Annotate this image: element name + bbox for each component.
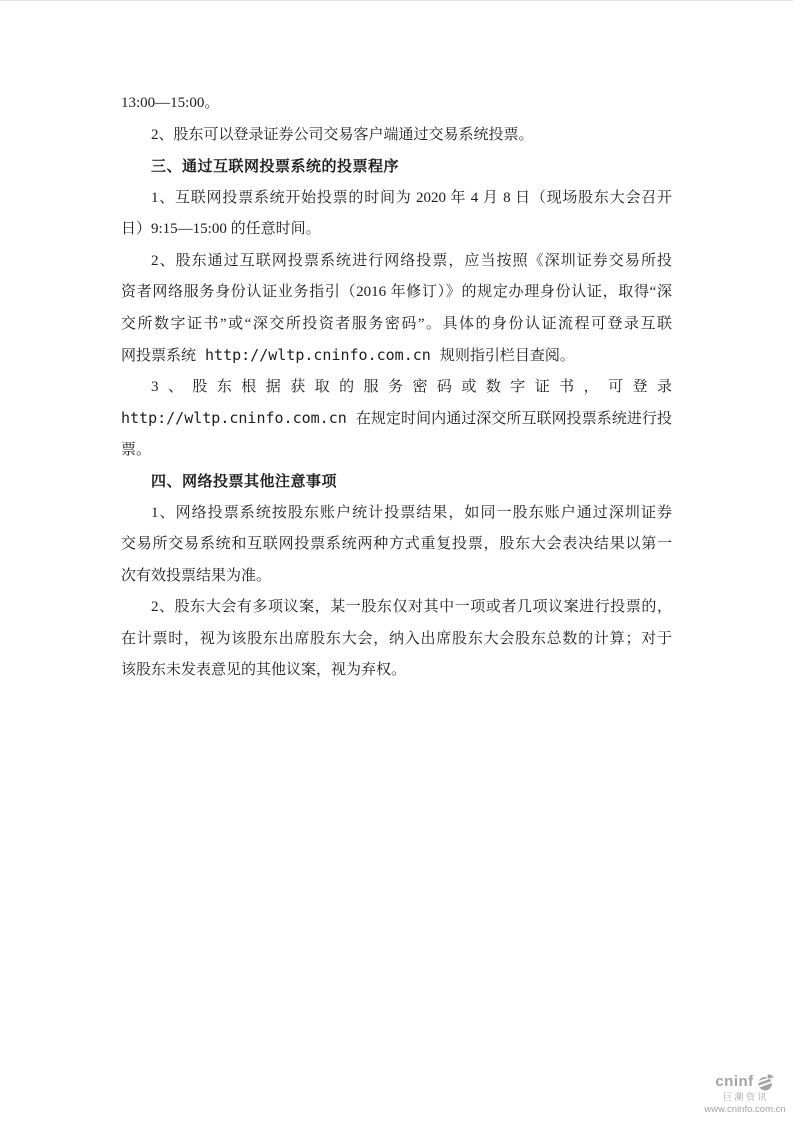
body-line: 日）9:15—15:00 的任意时间。	[121, 221, 321, 237]
body-line: 2、股东通过互联网投票系统进行网络投票，应当按照《深圳证券交易所投	[151, 252, 672, 269]
body-line: 次有效投票结果为准。	[121, 567, 272, 584]
cninfo-brand-row	[701, 1073, 789, 1092]
cninfo-swirl-icon	[756, 1073, 775, 1092]
section-heading-4: 四、网络投票其他注意事项	[151, 473, 338, 490]
cninfo-logo	[701, 1073, 789, 1115]
body-line: 在计票时，视为该股东出席股东大会，纳入出席股东大会股东总数的计算；对于	[121, 630, 672, 647]
body-line: 2、股东大会有多项议案，某一股东仅对其中一项或者几项议案进行投票的，	[151, 599, 672, 615]
cninfo-brand-url: www.cninfo.com.cn	[704, 1103, 786, 1115]
cninfo-brand-chinese: 巨潮资讯	[722, 1092, 769, 1102]
section-heading-3: 三、通过互联网投票系统的投票程序	[151, 158, 400, 175]
body-line: 票。	[121, 441, 152, 458]
body-line: 该股东未发表意见的其他议案，视为弃权。	[121, 662, 407, 678]
cninfo-brand-text: cninf	[715, 1073, 754, 1091]
body-line: 交所数字证书”或“深交所投资者服务密码”。具体的身份认证流程可登录互联	[121, 315, 672, 332]
body-line: 交易所交易系统和互联网投票系统两种方式重复投票，股东大会表决结果以第一	[121, 536, 672, 552]
body-line: 3、股东根据获取的服务密码或数字证书，可登录	[151, 378, 672, 395]
body-line: 13:00—15:00。	[121, 95, 220, 111]
body-line: 1、互联网投票系统开始投票的时间为 2020 年 4 月 8 日（现场股东大会召开	[151, 189, 672, 206]
body-line: 2、股东可以登录证券公司交易客户端通过交易系统投票。	[151, 126, 534, 143]
body-line: 1、网络投票系统按股东账户统计投票结果，如同一股东账户通过深圳证券	[151, 504, 672, 521]
document-content	[121, 88, 672, 687]
body-line-url: 网投票系统 http://wltp.cninfo.com.cn 规则指引栏目查阅。	[121, 346, 575, 364]
body-line: 资者网络服务身份认证业务指引（2016 年修订）》的规定办理身份认证，取得“深	[121, 284, 672, 300]
body-line-url: http://wltp.cninfo.com.cn 在规定时间内通过深交所互联网投票系统进行投	[121, 409, 672, 427]
